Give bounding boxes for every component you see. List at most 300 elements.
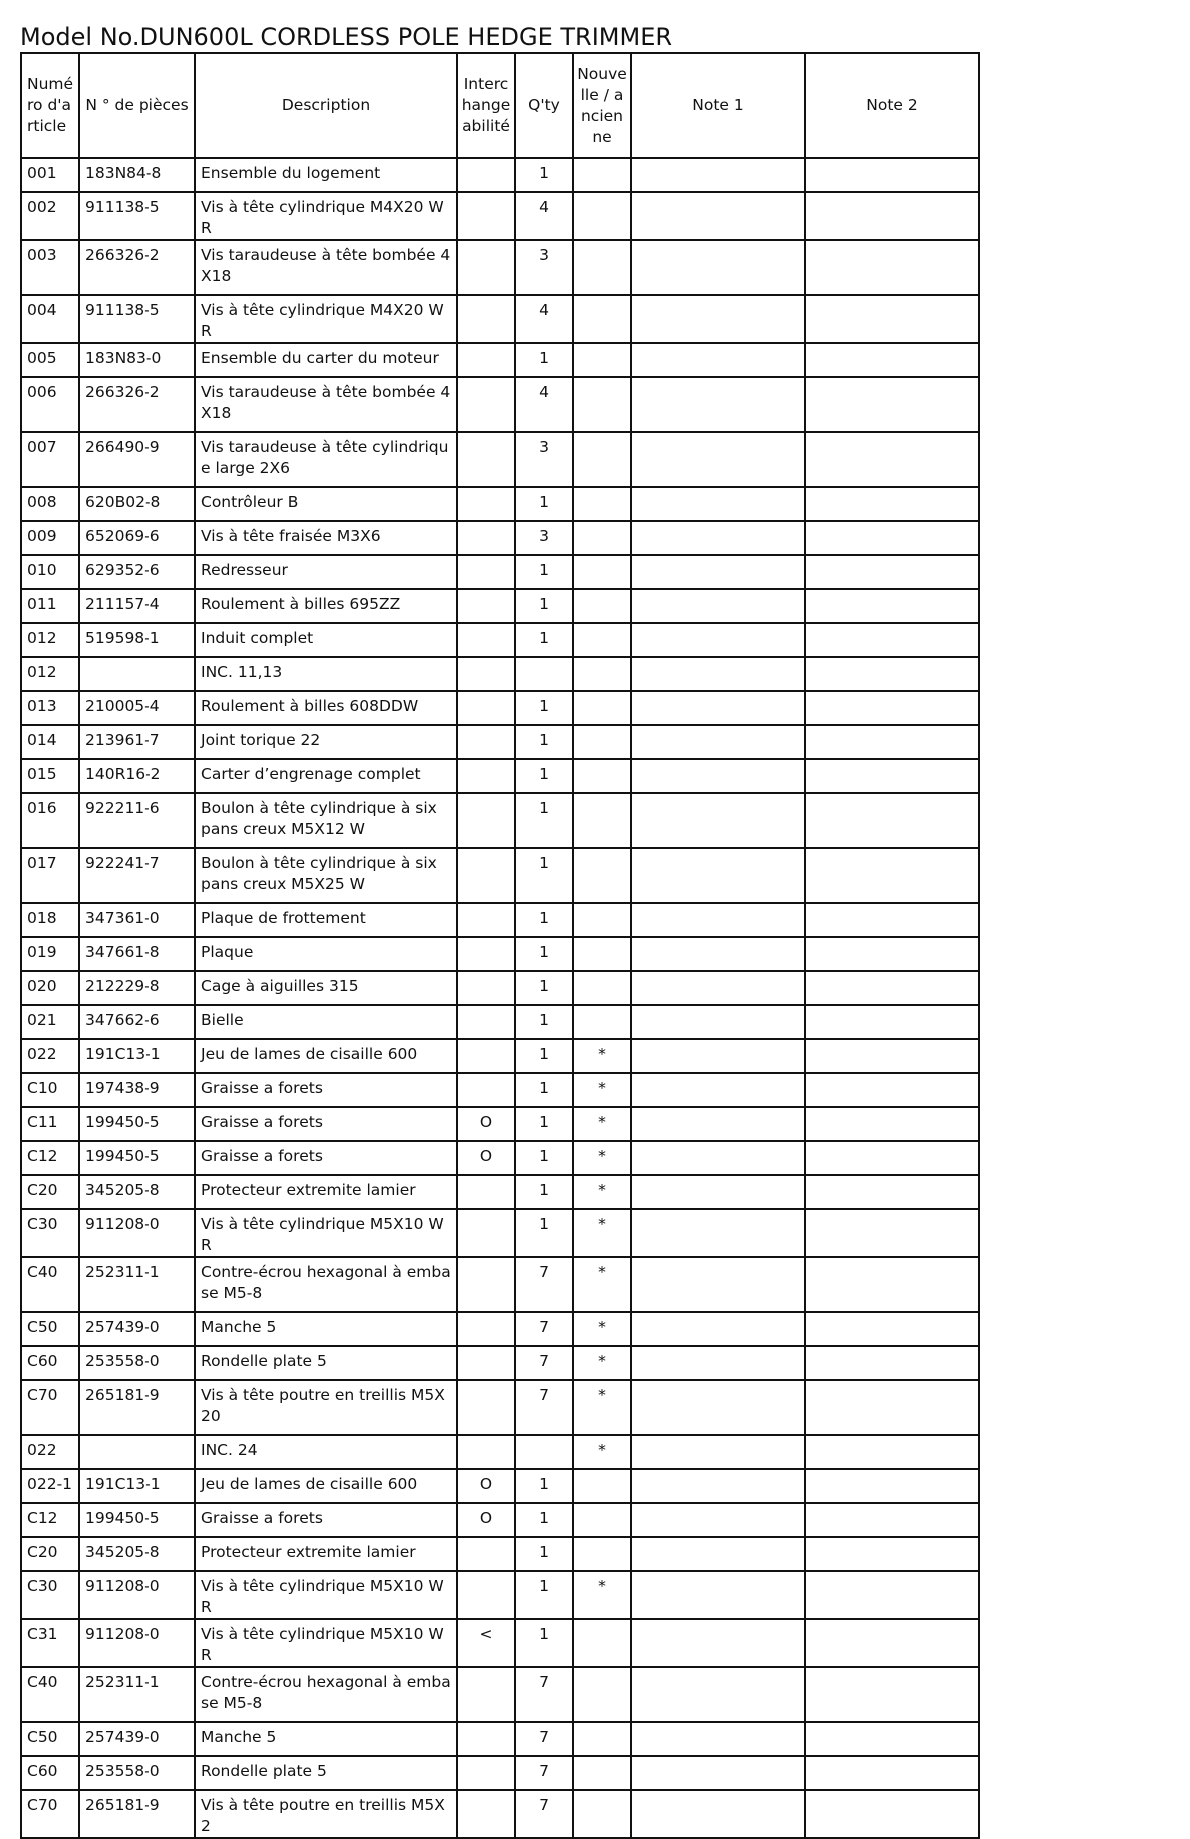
- interchangeability-cell: [457, 725, 515, 759]
- item-number-cell: 004: [21, 295, 79, 343]
- table-row: [21, 1571, 979, 1619]
- part-number-cell: 345205-8: [79, 1537, 195, 1571]
- note-2-cell: [805, 1469, 979, 1503]
- qty-cell: 1: [515, 1537, 573, 1571]
- item-number-cell: 012: [21, 623, 79, 657]
- note-2-cell: [805, 1346, 979, 1380]
- note-1-cell: [631, 1005, 805, 1039]
- note-2-cell: [805, 1039, 979, 1073]
- table-row: [21, 1346, 979, 1380]
- qty-cell: 3: [515, 432, 573, 487]
- new-old-cell: [573, 295, 631, 343]
- description-cell: INC. 24: [195, 1435, 457, 1469]
- note-1-cell: [631, 725, 805, 759]
- interchangeability-cell: [457, 432, 515, 487]
- interchangeability-cell: [457, 691, 515, 725]
- note-1-cell: [631, 343, 805, 377]
- item-number-cell: 008: [21, 487, 79, 521]
- interchangeability-cell: [457, 903, 515, 937]
- qty-cell: 1: [515, 623, 573, 657]
- description-cell: Vis à tête fraisée M3X6: [195, 521, 457, 555]
- part-number-cell: [79, 657, 195, 691]
- interchangeability-cell: [457, 487, 515, 521]
- interchangeability-cell: [457, 1346, 515, 1380]
- table-row: [21, 1469, 979, 1503]
- item-number-cell: 009: [21, 521, 79, 555]
- item-number-cell: C60: [21, 1756, 79, 1790]
- description-cell: Vis à tête poutre en treillis M5X2: [195, 1790, 457, 1838]
- note-1-cell: [631, 903, 805, 937]
- note-2-cell: [805, 1209, 979, 1257]
- table-row: [21, 1039, 979, 1073]
- item-number-cell: C70: [21, 1380, 79, 1435]
- note-2-cell: [805, 432, 979, 487]
- item-number-cell: 005: [21, 343, 79, 377]
- note-2-cell: [805, 555, 979, 589]
- item-number-cell: C30: [21, 1571, 79, 1619]
- note-1-cell: [631, 1790, 805, 1838]
- qty-cell: 1: [515, 1005, 573, 1039]
- new-old-cell: [573, 971, 631, 1005]
- note-2-cell: [805, 1756, 979, 1790]
- table-row: [21, 937, 979, 971]
- note-2-cell: [805, 903, 979, 937]
- item-number-cell: C20: [21, 1537, 79, 1571]
- table-row: [21, 848, 979, 903]
- qty-cell: 7: [515, 1790, 573, 1838]
- description-cell: Graisse a forets: [195, 1073, 457, 1107]
- qty-cell: 7: [515, 1722, 573, 1756]
- table-row: [21, 971, 979, 1005]
- note-2-cell: [805, 343, 979, 377]
- interchangeability-cell: [457, 589, 515, 623]
- part-number-cell: 620B02-8: [79, 487, 195, 521]
- table-row: [21, 240, 979, 295]
- note-1-cell: [631, 158, 805, 192]
- header-note-1: Note 1: [631, 53, 805, 158]
- note-1-cell: [631, 240, 805, 295]
- note-1-cell: [631, 1141, 805, 1175]
- header-interchangeability: Interchangeabilité: [457, 53, 515, 158]
- note-1-cell: [631, 1667, 805, 1722]
- new-old-cell: [573, 848, 631, 903]
- note-1-cell: [631, 793, 805, 848]
- description-cell: Roulement à billes 608DDW: [195, 691, 457, 725]
- table-row: [21, 903, 979, 937]
- description-cell: Vis taraudeuse à tête bombée 4X18: [195, 377, 457, 432]
- part-number-cell: 183N83-0: [79, 343, 195, 377]
- part-number-cell: 266326-2: [79, 240, 195, 295]
- new-old-cell: [573, 240, 631, 295]
- part-number-cell: 197438-9: [79, 1073, 195, 1107]
- header-item-number: Numéro d'article: [21, 53, 79, 158]
- interchangeability-cell: [457, 1380, 515, 1435]
- note-2-cell: [805, 521, 979, 555]
- description-cell: Ensemble du logement: [195, 158, 457, 192]
- description-cell: Bielle: [195, 1005, 457, 1039]
- new-old-cell: *: [573, 1435, 631, 1469]
- note-1-cell: [631, 1619, 805, 1667]
- description-cell: Contrôleur B: [195, 487, 457, 521]
- qty-cell: 3: [515, 240, 573, 295]
- item-number-cell: C12: [21, 1141, 79, 1175]
- description-cell: Induit complet: [195, 623, 457, 657]
- qty-cell: 1: [515, 1039, 573, 1073]
- part-number-cell: 347661-8: [79, 937, 195, 971]
- new-old-cell: *: [573, 1380, 631, 1435]
- part-number-cell: 252311-1: [79, 1667, 195, 1722]
- table-row: [21, 1619, 979, 1667]
- item-number-cell: 012: [21, 657, 79, 691]
- item-number-cell: 017: [21, 848, 79, 903]
- table-row: [21, 589, 979, 623]
- new-old-cell: [573, 192, 631, 240]
- part-number-cell: 191C13-1: [79, 1469, 195, 1503]
- note-1-cell: [631, 1435, 805, 1469]
- new-old-cell: *: [573, 1312, 631, 1346]
- header-note-2: Note 2: [805, 53, 979, 158]
- new-old-cell: *: [573, 1346, 631, 1380]
- table-row: [21, 158, 979, 192]
- part-number-cell: 266326-2: [79, 377, 195, 432]
- item-number-cell: C30: [21, 1209, 79, 1257]
- interchangeability-cell: [457, 1756, 515, 1790]
- table-row: [21, 1209, 979, 1257]
- table-row: [21, 1537, 979, 1571]
- new-old-cell: *: [573, 1107, 631, 1141]
- note-1-cell: [631, 657, 805, 691]
- note-1-cell: [631, 1571, 805, 1619]
- interchangeability-cell: [457, 1667, 515, 1722]
- table-row: [21, 657, 979, 691]
- description-cell: Ensemble du carter du moteur: [195, 343, 457, 377]
- note-1-cell: [631, 377, 805, 432]
- interchangeability-cell: [457, 1722, 515, 1756]
- new-old-cell: [573, 1667, 631, 1722]
- new-old-cell: [573, 903, 631, 937]
- part-number-cell: 922211-6: [79, 793, 195, 848]
- qty-cell: 1: [515, 903, 573, 937]
- new-old-cell: [573, 432, 631, 487]
- new-old-cell: [573, 937, 631, 971]
- note-2-cell: [805, 657, 979, 691]
- note-1-cell: [631, 295, 805, 343]
- interchangeability-cell: [457, 937, 515, 971]
- note-1-cell: [631, 432, 805, 487]
- note-2-cell: [805, 589, 979, 623]
- part-number-cell: 911208-0: [79, 1619, 195, 1667]
- part-number-cell: 911138-5: [79, 295, 195, 343]
- interchangeability-cell: [457, 1312, 515, 1346]
- new-old-cell: [573, 487, 631, 521]
- qty-cell: 4: [515, 192, 573, 240]
- interchangeability-cell: [457, 1039, 515, 1073]
- item-number-cell: C20: [21, 1175, 79, 1209]
- parts-table-body: [21, 158, 979, 1838]
- table-row: [21, 295, 979, 343]
- note-2-cell: [805, 1722, 979, 1756]
- note-2-cell: [805, 1175, 979, 1209]
- parts-table: [20, 52, 980, 1839]
- interchangeability-cell: [457, 1209, 515, 1257]
- note-2-cell: [805, 725, 979, 759]
- description-cell: Vis à tête cylindrique M5X10 WR: [195, 1619, 457, 1667]
- note-2-cell: [805, 1435, 979, 1469]
- qty-cell: 1: [515, 691, 573, 725]
- header-description: Description: [195, 53, 457, 158]
- item-number-cell: C50: [21, 1722, 79, 1756]
- interchangeability-cell: [457, 848, 515, 903]
- interchangeability-cell: O: [457, 1141, 515, 1175]
- description-cell: Vis à tête poutre en treillis M5X20: [195, 1380, 457, 1435]
- table-row: [21, 691, 979, 725]
- new-old-cell: [573, 343, 631, 377]
- note-2-cell: [805, 1619, 979, 1667]
- qty-cell: 7: [515, 1312, 573, 1346]
- note-1-cell: [631, 1073, 805, 1107]
- qty-cell: 1: [515, 1619, 573, 1667]
- item-number-cell: 021: [21, 1005, 79, 1039]
- header-qty: Q'ty: [515, 53, 573, 158]
- note-1-cell: [631, 937, 805, 971]
- part-number-cell: 213961-7: [79, 725, 195, 759]
- description-cell: Manche 5: [195, 1722, 457, 1756]
- description-cell: INC. 11,13: [195, 657, 457, 691]
- item-number-cell: 022: [21, 1435, 79, 1469]
- interchangeability-cell: O: [457, 1469, 515, 1503]
- header-row: [21, 53, 979, 158]
- description-cell: Vis à tête cylindrique M4X20 WR: [195, 295, 457, 343]
- note-2-cell: [805, 1141, 979, 1175]
- note-1-cell: [631, 1380, 805, 1435]
- qty-cell: 1: [515, 1107, 573, 1141]
- note-1-cell: [631, 691, 805, 725]
- table-row: [21, 1141, 979, 1175]
- new-old-cell: [573, 657, 631, 691]
- part-number-cell: 265181-9: [79, 1790, 195, 1838]
- new-old-cell: [573, 555, 631, 589]
- note-1-cell: [631, 521, 805, 555]
- table-row: [21, 1005, 979, 1039]
- part-number-cell: 629352-6: [79, 555, 195, 589]
- interchangeability-cell: [457, 1257, 515, 1312]
- interchangeability-cell: [457, 240, 515, 295]
- qty-cell: 1: [515, 1141, 573, 1175]
- qty-cell: 1: [515, 1073, 573, 1107]
- part-number-cell: 911138-5: [79, 192, 195, 240]
- part-number-cell: 266490-9: [79, 432, 195, 487]
- item-number-cell: 002: [21, 192, 79, 240]
- document-title: Model No.DUN600L CORDLESS POLE HEDGE TRIMMER: [20, 23, 673, 51]
- qty-cell: 1: [515, 937, 573, 971]
- note-1-cell: [631, 759, 805, 793]
- note-2-cell: [805, 192, 979, 240]
- table-row: [21, 555, 979, 589]
- part-number-cell: 140R16-2: [79, 759, 195, 793]
- interchangeability-cell: [457, 793, 515, 848]
- description-cell: Contre-écrou hexagonal à embase M5-8: [195, 1257, 457, 1312]
- note-1-cell: [631, 1469, 805, 1503]
- description-cell: Boulon à tête cylindrique à six pans creux M5X12 W: [195, 793, 457, 848]
- table-row: [21, 1790, 979, 1838]
- table-row: [21, 432, 979, 487]
- description-cell: Plaque: [195, 937, 457, 971]
- qty-cell: 1: [515, 1571, 573, 1619]
- note-1-cell: [631, 192, 805, 240]
- item-number-cell: C40: [21, 1257, 79, 1312]
- interchangeability-cell: [457, 1073, 515, 1107]
- part-number-cell: 199450-5: [79, 1503, 195, 1537]
- part-number-cell: 199450-5: [79, 1107, 195, 1141]
- qty-cell: 3: [515, 521, 573, 555]
- interchangeability-cell: [457, 1790, 515, 1838]
- description-cell: Plaque de frottement: [195, 903, 457, 937]
- new-old-cell: [573, 793, 631, 848]
- part-number-cell: 211157-4: [79, 589, 195, 623]
- item-number-cell: 015: [21, 759, 79, 793]
- table-row: [21, 623, 979, 657]
- new-old-cell: [573, 1619, 631, 1667]
- interchangeability-cell: [457, 1175, 515, 1209]
- interchangeability-cell: [457, 555, 515, 589]
- note-1-cell: [631, 555, 805, 589]
- note-2-cell: [805, 158, 979, 192]
- note-1-cell: [631, 1209, 805, 1257]
- new-old-cell: [573, 1503, 631, 1537]
- description-cell: Rondelle plate 5: [195, 1756, 457, 1790]
- interchangeability-cell: [457, 343, 515, 377]
- qty-cell: 1: [515, 1469, 573, 1503]
- description-cell: Graisse a forets: [195, 1503, 457, 1537]
- note-2-cell: [805, 623, 979, 657]
- item-number-cell: C50: [21, 1312, 79, 1346]
- new-old-cell: [573, 759, 631, 793]
- note-2-cell: [805, 487, 979, 521]
- part-number-cell: 191C13-1: [79, 1039, 195, 1073]
- qty-cell: 7: [515, 1346, 573, 1380]
- interchangeability-cell: [457, 158, 515, 192]
- qty-cell: 7: [515, 1257, 573, 1312]
- item-number-cell: 014: [21, 725, 79, 759]
- interchangeability-cell: [457, 1571, 515, 1619]
- part-number-cell: 911208-0: [79, 1209, 195, 1257]
- note-2-cell: [805, 1537, 979, 1571]
- part-number-cell: 210005-4: [79, 691, 195, 725]
- qty-cell: 1: [515, 759, 573, 793]
- note-1-cell: [631, 1346, 805, 1380]
- note-2-cell: [805, 1503, 979, 1537]
- note-2-cell: [805, 1667, 979, 1722]
- new-old-cell: *: [573, 1209, 631, 1257]
- note-1-cell: [631, 1107, 805, 1141]
- note-2-cell: [805, 1571, 979, 1619]
- note-1-cell: [631, 487, 805, 521]
- qty-cell: 1: [515, 793, 573, 848]
- table-row: [21, 1257, 979, 1312]
- interchangeability-cell: [457, 295, 515, 343]
- interchangeability-cell: <: [457, 1619, 515, 1667]
- note-1-cell: [631, 1039, 805, 1073]
- item-number-cell: 010: [21, 555, 79, 589]
- note-2-cell: [805, 848, 979, 903]
- description-cell: Rondelle plate 5: [195, 1346, 457, 1380]
- note-1-cell: [631, 848, 805, 903]
- interchangeability-cell: [457, 623, 515, 657]
- header-part-number: N ° de pièces: [79, 53, 195, 158]
- qty-cell: 7: [515, 1756, 573, 1790]
- note-1-cell: [631, 1537, 805, 1571]
- qty-cell: 1: [515, 1209, 573, 1257]
- part-number-cell: 183N84-8: [79, 158, 195, 192]
- qty-cell: 1: [515, 971, 573, 1005]
- note-2-cell: [805, 1790, 979, 1838]
- interchangeability-cell: [457, 1435, 515, 1469]
- new-old-cell: *: [573, 1571, 631, 1619]
- table-row: [21, 1380, 979, 1435]
- item-number-cell: 022: [21, 1039, 79, 1073]
- table-row: [21, 377, 979, 432]
- table-row: [21, 192, 979, 240]
- part-number-cell: 253558-0: [79, 1346, 195, 1380]
- table-row: [21, 1175, 979, 1209]
- part-number-cell: 257439-0: [79, 1722, 195, 1756]
- part-number-cell: 253558-0: [79, 1756, 195, 1790]
- new-old-cell: *: [573, 1141, 631, 1175]
- note-2-cell: [805, 1005, 979, 1039]
- qty-cell: [515, 1435, 573, 1469]
- header-new-old: Nouvelle / ancienne: [573, 53, 631, 158]
- note-2-cell: [805, 295, 979, 343]
- description-cell: Contre-écrou hexagonal à embase M5-8: [195, 1667, 457, 1722]
- description-cell: Roulement à billes 695ZZ: [195, 589, 457, 623]
- new-old-cell: *: [573, 1175, 631, 1209]
- table-row: [21, 1107, 979, 1141]
- table-row: [21, 343, 979, 377]
- new-old-cell: [573, 158, 631, 192]
- part-number-cell: 345205-8: [79, 1175, 195, 1209]
- table-row: [21, 487, 979, 521]
- description-cell: Graisse a forets: [195, 1141, 457, 1175]
- description-cell: Protecteur extremite lamier: [195, 1175, 457, 1209]
- qty-cell: 4: [515, 295, 573, 343]
- description-cell: Boulon à tête cylindrique à six pans creux M5X25 W: [195, 848, 457, 903]
- new-old-cell: *: [573, 1257, 631, 1312]
- note-1-cell: [631, 589, 805, 623]
- table-row: [21, 521, 979, 555]
- description-cell: Carter d’engrenage complet: [195, 759, 457, 793]
- item-number-cell: 019: [21, 937, 79, 971]
- new-old-cell: *: [573, 1039, 631, 1073]
- note-2-cell: [805, 1107, 979, 1141]
- note-2-cell: [805, 240, 979, 295]
- new-old-cell: [573, 589, 631, 623]
- description-cell: Manche 5: [195, 1312, 457, 1346]
- interchangeability-cell: [457, 377, 515, 432]
- table-row: [21, 725, 979, 759]
- interchangeability-cell: O: [457, 1503, 515, 1537]
- item-number-cell: 007: [21, 432, 79, 487]
- item-number-cell: C40: [21, 1667, 79, 1722]
- new-old-cell: *: [573, 1073, 631, 1107]
- item-number-cell: 022-1: [21, 1469, 79, 1503]
- note-1-cell: [631, 1503, 805, 1537]
- note-1-cell: [631, 1756, 805, 1790]
- note-2-cell: [805, 377, 979, 432]
- item-number-cell: 006: [21, 377, 79, 432]
- new-old-cell: [573, 1790, 631, 1838]
- description-cell: Graisse a forets: [195, 1107, 457, 1141]
- note-2-cell: [805, 1380, 979, 1435]
